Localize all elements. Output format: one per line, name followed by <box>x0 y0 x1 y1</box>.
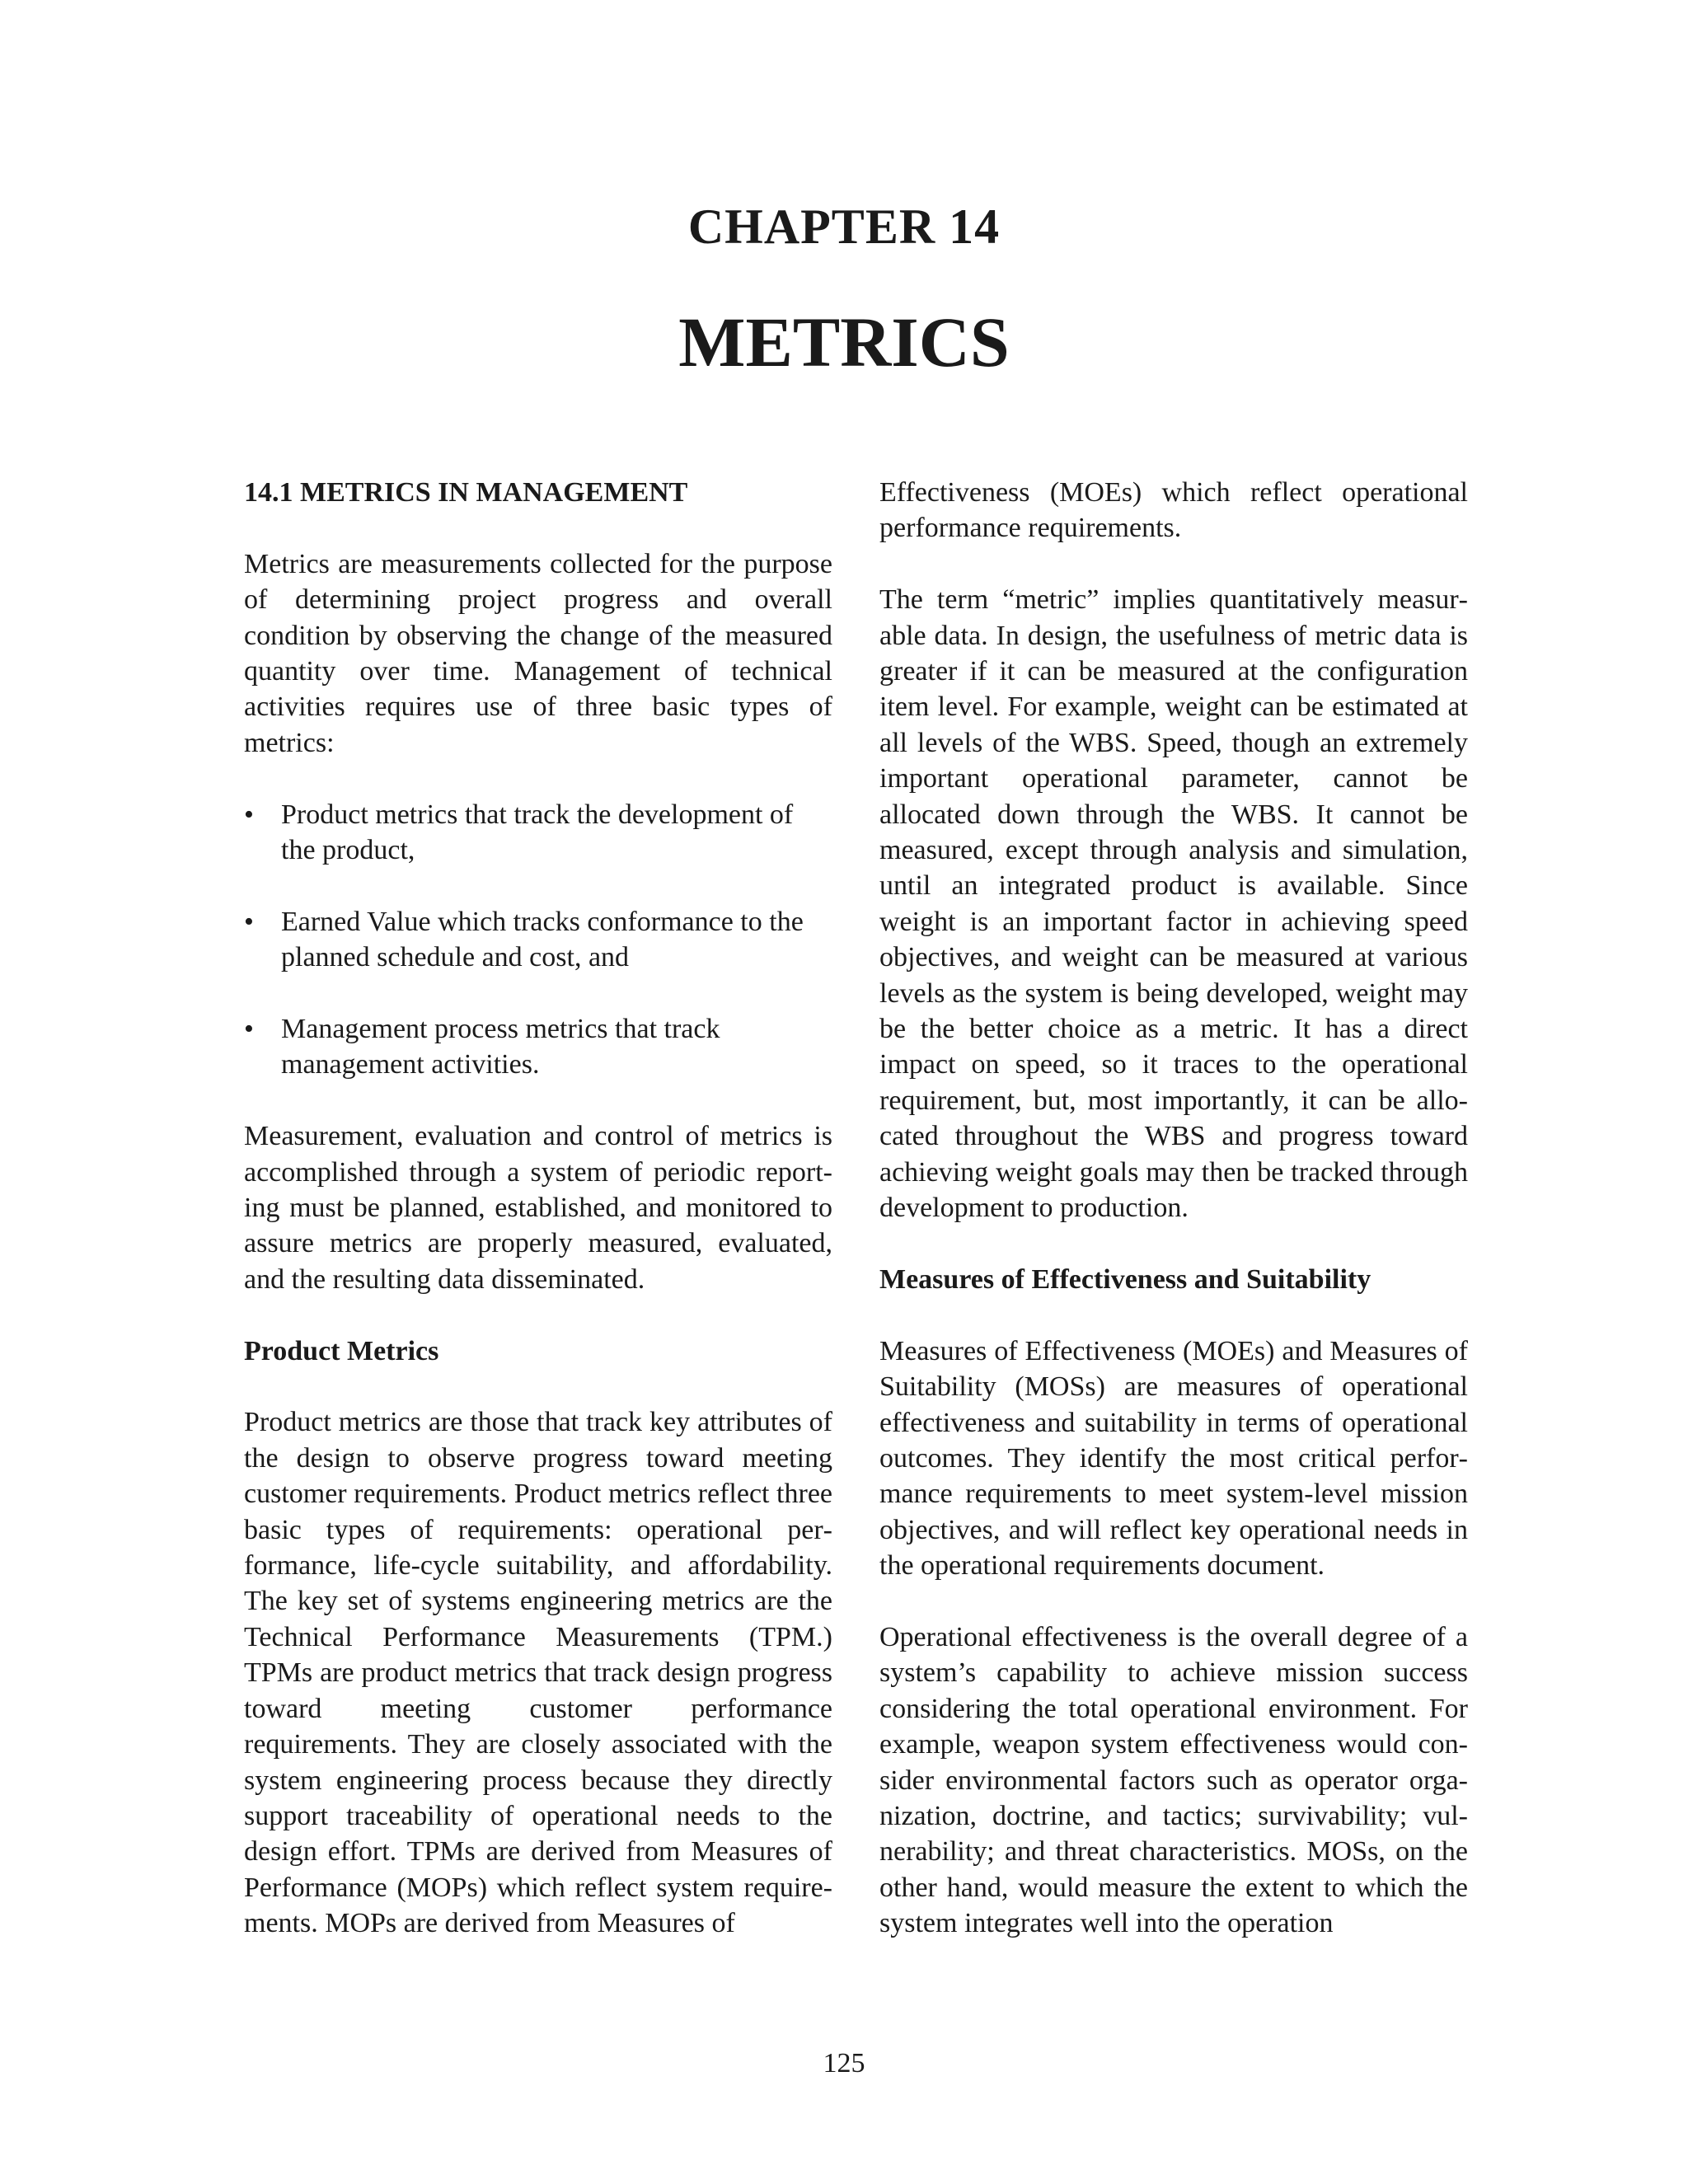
list-item <box>244 904 832 976</box>
chapter-label: CHAPTER 14 <box>687 199 1001 254</box>
chapter-title: METRICS <box>678 302 1010 382</box>
continuation-paragraph: Effectiveness (MOEs) which reflect operational performance requirements. <box>879 477 1468 544</box>
metric-paragraph: The term “metric” implies quantitatively measurable data. In design, the usefulness of metric data is greater if it can be measured at the configuration item level. For example, weight can be estimated at all levels of the WBS. Speed, though an extremely important operational parameter, cannot be allocated down through the WBS. It cannot be measured, except through analysis and simulation, until an integrated product is available. Since weight is an important factor in achieving speed objectives, and weight can be measured at various levels as the system is being developed, weight may be the better choice as a metric. It has a direct impact on speed, so it traces to the operational requirement, but, most importantly, it can be allocated throughout the WBS and progress toward achieving weight goals may then be tracked through development to production. <box>879 584 1468 1224</box>
right-column <box>879 475 1468 1977</box>
list-item-text: Management process metrics that track management activities. <box>281 1014 720 1080</box>
measurement-paragraph: Measurement, evaluation and control of metrics is accomplished through a system of periodic reporting must be planned, established, and monitored to assure metrics are properly measured, evaluated, and the resulting data disseminated. <box>244 1121 832 1295</box>
product-metrics-paragraph: Product metrics are those that track key attributes of the design to observe progress toward meeting customer requirements. Product metrics reflect three basic types of requirements: operational performance, life-cycle suitability, and affordability. The key set of systems engineering metrics are the Technical Performance Measurements (TPM.) TPMs are product metrics that track design progress toward meeting customer performance requirements. They are closely associated with the system engineering process because they directly support traceability of operational needs to the design effort. TPMs are derived from Measures of Performance (MOPs) which reflect system requirements. MOPs are derived from Measures of <box>244 1407 832 1939</box>
list-item <box>244 1011 832 1083</box>
list-item-text: Earned Value which tracks conformance to the planned schedule and cost, and <box>281 906 804 973</box>
intro-paragraph: Metrics are measurements collected for the purpose of determining project progress and overall condition by observing the change of the measured quantity over time. Management of technical activities requires use of three basic types of metrics: <box>244 548 832 758</box>
operational-paragraph: Operational effectiveness is the overall degree of a system’s capability to achieve mission success considering the total operational environment. For example, weapon system effectiveness would consider environmental factors such as operator organization, doctrine, and tactics; survivability; vulnerability; and threat characteristics. MOSs, on the other hand, would measure the extent to which the system integrates well into the operation <box>879 1621 1468 1939</box>
moe-paragraph: Measures of Effectiveness (MOEs) and Measures of Suitability (MOSs) are measures of operational effectiveness and suitability in terms of operational outcomes. They identify the most critical performance requirements to meet system-level mission objectives, and will reflect key operational needs in the operational requirements document. <box>879 1335 1468 1582</box>
product-metrics-heading: Product Metrics <box>244 1335 439 1366</box>
left-column <box>244 475 832 1977</box>
bullet-icon: • <box>244 799 254 830</box>
section-heading: 14.1 METRICS IN MANAGEMENT <box>244 477 688 508</box>
bullet-icon: • <box>244 906 254 937</box>
metric-types-list <box>244 797 832 1083</box>
page-number: 125 <box>823 2048 865 2079</box>
moe-heading: Measures of Effectiveness and Suitability <box>879 1263 1372 1295</box>
list-item <box>244 797 832 869</box>
list-item-text: Product metrics that track the development of the product, <box>281 799 794 866</box>
bullet-icon: • <box>244 1014 254 1045</box>
